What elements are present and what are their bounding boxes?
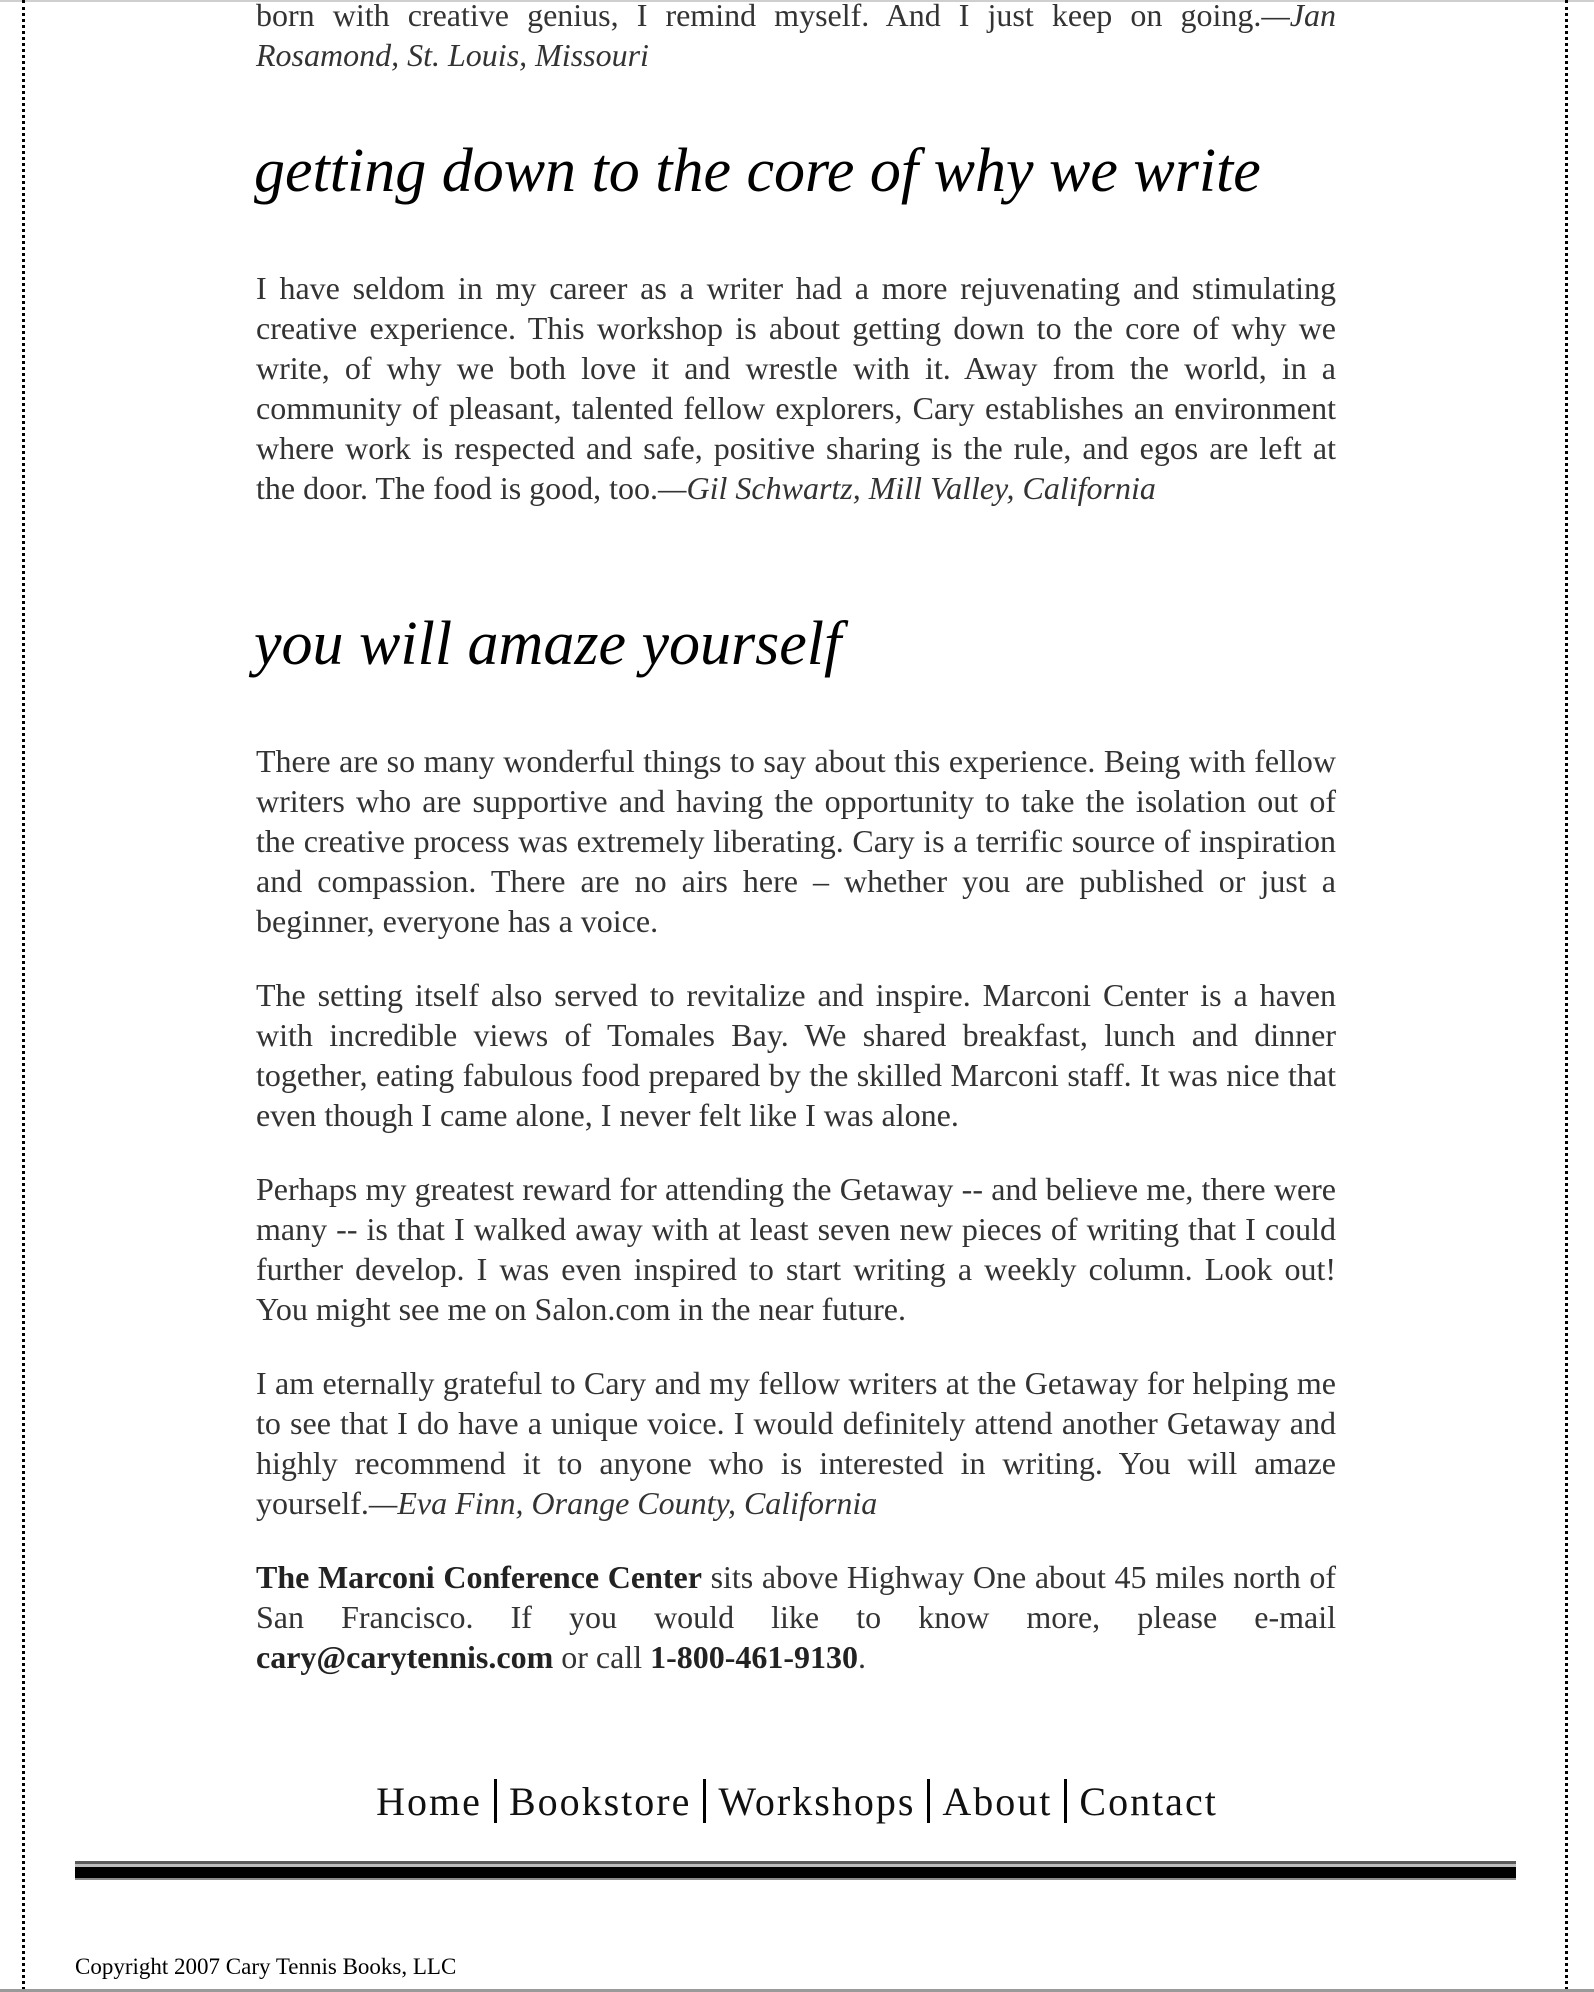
testimonial-attribution: —Eva Finn, Orange County, California [368, 1485, 878, 1521]
footer-divider [75, 1878, 1516, 1880]
nav-separator [1064, 1779, 1067, 1823]
section-heading-amaze: you will amaze yourself [254, 610, 842, 678]
footer-divider [75, 1867, 1516, 1878]
testimonial-paragraph: The setting itself also served to revitalize and inspire. Marconi Center is a haven with incredible views of Tomales Bay. We shared breakfast, lunch and dinner together, eating fabulous food prepared by the skilled Marconi staff. It was nice that even though I came alone, I never felt like I was alone. [256, 977, 1336, 1133]
contact-email[interactable]: cary@carytennis.com [256, 1639, 554, 1675]
section-amaze-body [256, 741, 1336, 1677]
testimonial-paragraph: Perhaps my greatest reward for attending the Getaway -- and believe me, there were many -- is that I walked away with at least seven new pieces of writing that I could further develop. I was even inspired to start writing a weekly column. Look out! You might see me on Salon.com in the near future. [256, 1171, 1336, 1327]
nav-workshops-link[interactable]: Workshops [718, 1779, 916, 1824]
testimonial-paragraph: born with creative genius, I remind myself. And I just keep on going.—Jan Rosamond, St. Louis, Missouri [256, 0, 1336, 75]
testimonial-tail [256, 0, 1336, 75]
testimonial-attribution: —Jan Rosamond, St. Louis, Missouri [256, 0, 1336, 73]
nav-contact-link[interactable]: Contact [1079, 1779, 1218, 1824]
nav-home-link[interactable]: Home [376, 1779, 482, 1824]
footer-nav [0, 1770, 1594, 1834]
section-heading-core: getting down to the core of why we write [254, 137, 1261, 205]
venue-paragraph: The Marconi Conference Center sits above Highway One about 45 miles north of San Francisco. If you would like to know more, please e-mail cary@carytennis.com or call 1-800-461-9130. [256, 1559, 1336, 1675]
nav-separator [494, 1779, 497, 1823]
contact-phone: 1-800-461-9130 [650, 1639, 859, 1675]
nav-bookstore-link[interactable]: Bookstore [508, 1779, 692, 1824]
venue-name: The Marconi Conference Center [256, 1559, 702, 1595]
nav-about-link[interactable]: About [942, 1779, 1053, 1824]
nav-separator [703, 1779, 706, 1823]
section-core-body [256, 268, 1336, 508]
copyright-notice: Copyright 2007 Cary Tennis Books, LLC [75, 1954, 457, 1979]
testimonial-paragraph: I am eternally grateful to Cary and my fellow writers at the Getaway for helping me to see that I do have a unique voice. I would definitely attend another Getaway and highly recommend it to anyone who is interested in writing. You will amaze yourself.—Eva Finn, Orange County, California [256, 1365, 1336, 1521]
testimonial-paragraph: I have seldom in my career as a writer had a more rejuvenating and stimulating creative experience. This workshop is about getting down to the core of why we write, of why we both love it and wrestle with it. Away from the world, in a community of pleasant, talented fellow explorers, Cary establishes an environment where work is respected and safe, positive sharing is the rule, and egos are left at the door. The food is good, too.—Gil Schwartz, Mill Valley, California [256, 270, 1336, 506]
testimonial-paragraph: There are so many wonderful things to say about this experience. Being with fellow writers who are supportive and having the opportunity to take the isolation out of the creative process was extremely liberating. Cary is a terrific source of inspiration and compassion. There are no airs here – whether you are published or just a beginner, everyone has a voice. [256, 743, 1336, 939]
nav-separator [927, 1779, 930, 1823]
testimonial-attribution: —Gil Schwartz, Mill Valley, California [658, 470, 1156, 506]
